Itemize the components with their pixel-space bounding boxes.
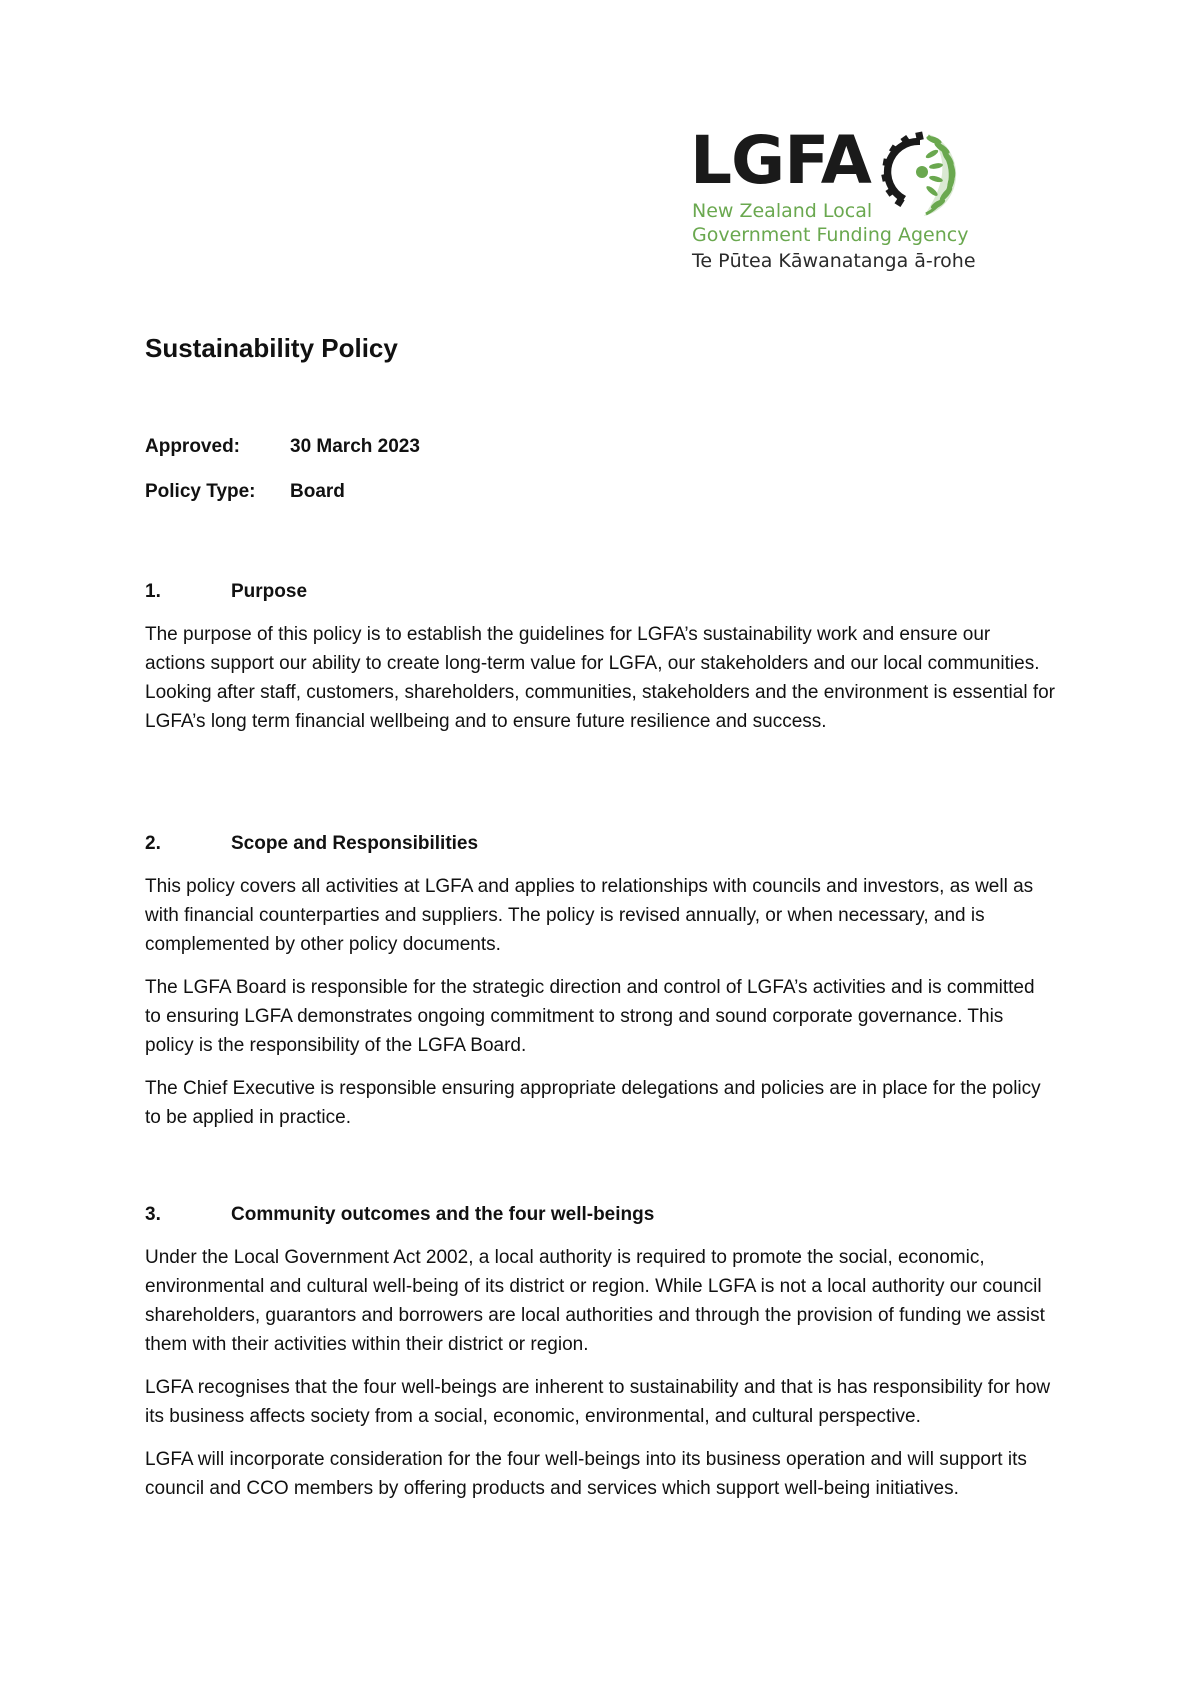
logo-wordmark: LGFA [690,122,871,199]
paragraph: LGFA will incorporate consideration for the four well-beings into its business operation and will support its council and CCO members by offering products and services which support well-being initiatives. [145,1449,1027,1499]
paragraph: Under the Local Government Act 2002, a local authority is required to promote the social, economic, environmental and cultural well-being of its district or region. While LGFA is not a local authority our council shareholders, guarantors and borrowers are local authorities and through the provision of funding we assist them with their activities within their district or region. [145,1247,1045,1355]
paragraph: The purpose of this policy is to establish the guidelines for LGFA’s sustainability work and ensure our actions support our ability to create long-term value for LGFA, our stakeholders and our local communities. Looking after staff, customers, shareholders, communities, stakeholders and the environment is essential for LGFA’s long term financial wellbeing and to ensure future resilience and success. [145,624,1055,732]
logo-tagline-2: Government Funding Agency [692,224,969,246]
approved-value: 30 March 2023 [290,436,420,457]
paragraph: The LGFA Board is responsible for the strategic direction and control of LGFA’s activities and is committed to ensuring LGFA demonstrates ongoing commitment to strong and sound corporate governance. This policy is the responsibility of the LGFA Board. [145,977,1035,1056]
section-number: 1. [145,581,161,602]
fern-cog-icon [872,124,968,220]
approved-label: Approved: [145,436,240,457]
section-heading [145,578,1055,606]
section-heading [145,830,1055,858]
approved-row [145,436,420,458]
section-title: Community outcomes and the four well-beings [231,1204,655,1225]
logo-tagline-1: New Zealand Local [692,200,873,222]
paragraph: The Chief Executive is responsible ensuring appropriate delegations and policies are in place for the policy to be applied in practice. [145,1078,1041,1128]
policy-type-value: Board [290,481,345,502]
section-number: 2. [145,833,161,854]
section-community-outcomes [145,1201,1055,1517]
policy-type-label: Policy Type: [145,481,256,502]
document-title: Sustainability Policy [145,333,398,363]
paragraph: This policy covers all activities at LGFA and applies to relationships with councils and investors, as well as with financial counterparties and suppliers. The policy is revised annually, or when necessary, and is complemented by other policy documents. [145,876,1034,955]
section-heading [145,1201,1055,1229]
policy-type-row [145,481,345,503]
section-purpose [145,578,1055,750]
logo-tagline-maori: Te Pūtea Kāwanatanga ā-rohe [692,250,976,272]
section-number: 3. [145,1204,161,1225]
section-title: Scope and Responsibilities [231,833,479,854]
section-scope [145,830,1055,1146]
lgfa-logo [690,118,1020,278]
paragraph: LGFA recognises that the four well-beings are inherent to sustainability and that is has responsibility for how its business affects society from a social, economic, environmental, and cultural perspective. [145,1377,1051,1427]
section-title: Purpose [231,581,308,602]
